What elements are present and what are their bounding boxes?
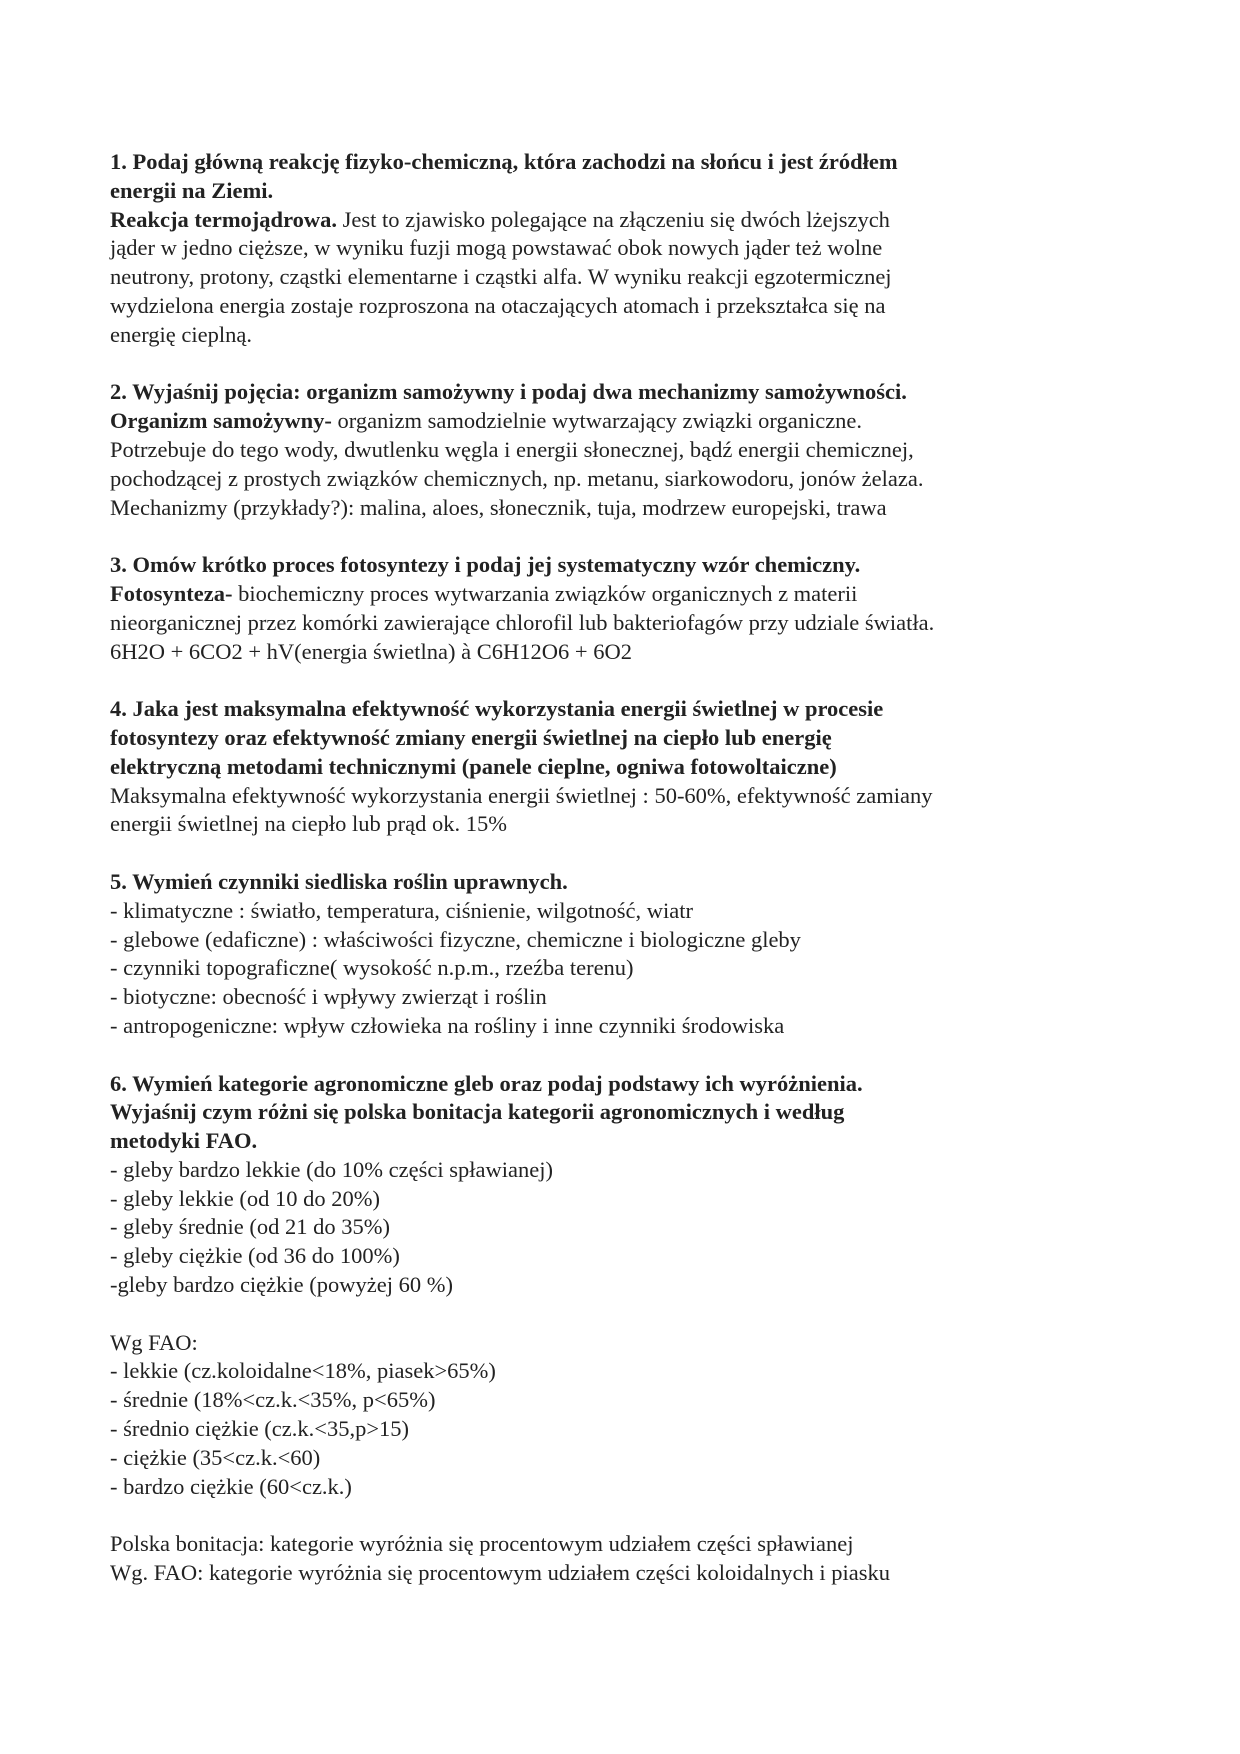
answer-1-line-4: wydzielona energia zostaje rozproszona na otaczających atomach i przekształca się na [110,292,886,318]
question-5 [110,868,1110,1041]
answer-3-formula: 6H2O + 6CO2 + hV(energia świetlna) à C6H12O6 + 6O2 [110,638,632,664]
document-content [110,148,1110,1617]
summary-polish: Polska bonitacja: kategorie wyróżnia się procentowym udziałem części spławianej [110,1531,854,1557]
list-item: - klimatyczne : światło, temperatura, ciśnienie, wilgotność, wiatr [110,897,693,923]
list-item: - lekkie (cz.koloidalne<18%, piasek>65%) [110,1358,496,1384]
list-item: - gleby średnie (od 21 do 35%) [110,1214,390,1240]
list-item: -gleby bardzo ciężkie (powyżej 60 %) [110,1272,453,1298]
answer-2-line-4: Mechanizmy (przykłady?): malina, aloes, słonecznik, tuja, modrzew europejski, trawa [110,494,887,520]
question-1 [110,148,1110,350]
list-item: - średnie (18%<cz.k.<35%, p<65%) [110,1387,436,1413]
answer-1-line-2: jąder w jedno cięższe, w wyniku fuzji mogą powstawać obok nowych jąder też wolne [110,235,883,261]
answer-2-line-2: Potrzebuje do tego wody, dwutlenku węgla i energii słonecznej, bądź energii chemicznej, [110,436,914,462]
question-3-title: 3. Omów krótko proces fotosyntezy i podaj jej systematyczny wzór chemiczny. [110,552,861,578]
answer-1-line-1-text: Jest to zjawisko polegające na złączeniu się dwóch lżejszych [337,206,890,232]
list-item: - średnio ciężkie (cz.k.<35,p>15) [110,1416,410,1442]
question-4-title-line-3: elektryczną metodami technicznymi (panele cieplne, ogniwa fotowoltaiczne) [110,753,837,779]
answer-2-line-1-text: organizm samodzielnie wytwarzający związki organiczne. [331,408,863,434]
question-4 [110,695,1110,839]
answer-3-term: Fotosynteza- [110,580,233,606]
answer-4-line-1: Maksymalna efektywność wykorzystania energii świetlnej : 50-60%, efektywność zamiany [110,782,933,808]
list-item: - czynniki topograficzne( wysokość n.p.m., rzeźba terenu) [110,955,634,981]
answer-3-line-2: nieorganicznej przez komórki zawierające chlorofil lub bakteriofagów przy udziale światła. [110,609,935,635]
list-item: - biotyczne: obecność i wpływy zwierząt i roślin [110,984,547,1010]
answer-1-term: Reakcja termojądrowa. [110,206,338,232]
answer-3-line-1-text: biochemiczny proces wytwarzania związków organicznych z materii [232,580,858,606]
list-item: - gleby bardzo lekkie (do 10% części spławianej) [110,1156,553,1182]
list-item: - gleby lekkie (od 10 do 20%) [110,1185,380,1211]
question-2 [110,378,1110,522]
question-2-title: 2. Wyjaśnij pojęcia: organizm samożywny i podaj dwa mechanizmy samożywności. [110,379,907,405]
question-6-title-line-1: 6. Wymień kategorie agronomiczne gleb oraz podaj podstawy ich wyróżnienia. [110,1070,863,1096]
list-item: - ciężkie (35<cz.k.<60) [110,1444,321,1470]
question-6 [110,1070,1110,1300]
answer-3-line-1 [110,580,1110,609]
fao-section [110,1329,1110,1502]
list-item: - bardzo ciężkie (60<cz.k.) [110,1473,352,1499]
answer-2-line-3: pochodzącej z prostych związków chemicznych, np. metanu, siarkowodoru, jonów żelaza. [110,465,924,491]
answer-2-term: Organizm samożywny- [110,408,332,434]
answer-1-line-5: energię cieplną. [110,321,253,347]
fao-heading: Wg FAO: [110,1329,198,1355]
question-6-title-line-2: Wyjaśnij czym różni się polska bonitacja kategorii agronomicznych i według [110,1099,845,1125]
answer-1-line-1 [110,206,1110,235]
question-4-title-line-2: fotosyntezy oraz efektywność zmiany energii świetlnej na ciepło lub energię [110,724,832,750]
question-1-title-line-1: 1. Podaj główną reakcję fizyko-chemiczną, która zachodzi na słońcu i jest źródłem [110,149,898,174]
question-6-title-line-3: metodyki FAO. [110,1128,258,1154]
answer-4-line-2: energii świetlnej na ciepło lub prąd ok. 15% [110,811,507,837]
question-4-title-line-1: 4. Jaka jest maksymalna efektywność wykorzystania energii świetlnej w procesie [110,696,884,722]
answer-2-line-1 [110,407,1110,436]
question-5-title: 5. Wymień czynniki siedliska roślin uprawnych. [110,868,568,894]
summary-fao: Wg. FAO: kategorie wyróżnia się procentowym udziałem części koloidalnych i piasku [110,1560,890,1586]
list-item: - gleby ciężkie (od 36 do 100%) [110,1243,400,1269]
answer-1-line-3: neutrony, protony, cząstki elementarne i cząstki alfa. W wyniku reakcji egzotermicznej [110,264,892,290]
summary-section [110,1530,1110,1588]
question-1-title-line-2: energii na Ziemi. [110,177,274,203]
question-3 [110,551,1110,666]
list-item: - antropogeniczne: wpływ człowieka na rośliny i inne czynniki środowiska [110,1012,785,1038]
list-item: - glebowe (edaficzne) : właściwości fizyczne, chemiczne i biologiczne gleby [110,926,801,952]
